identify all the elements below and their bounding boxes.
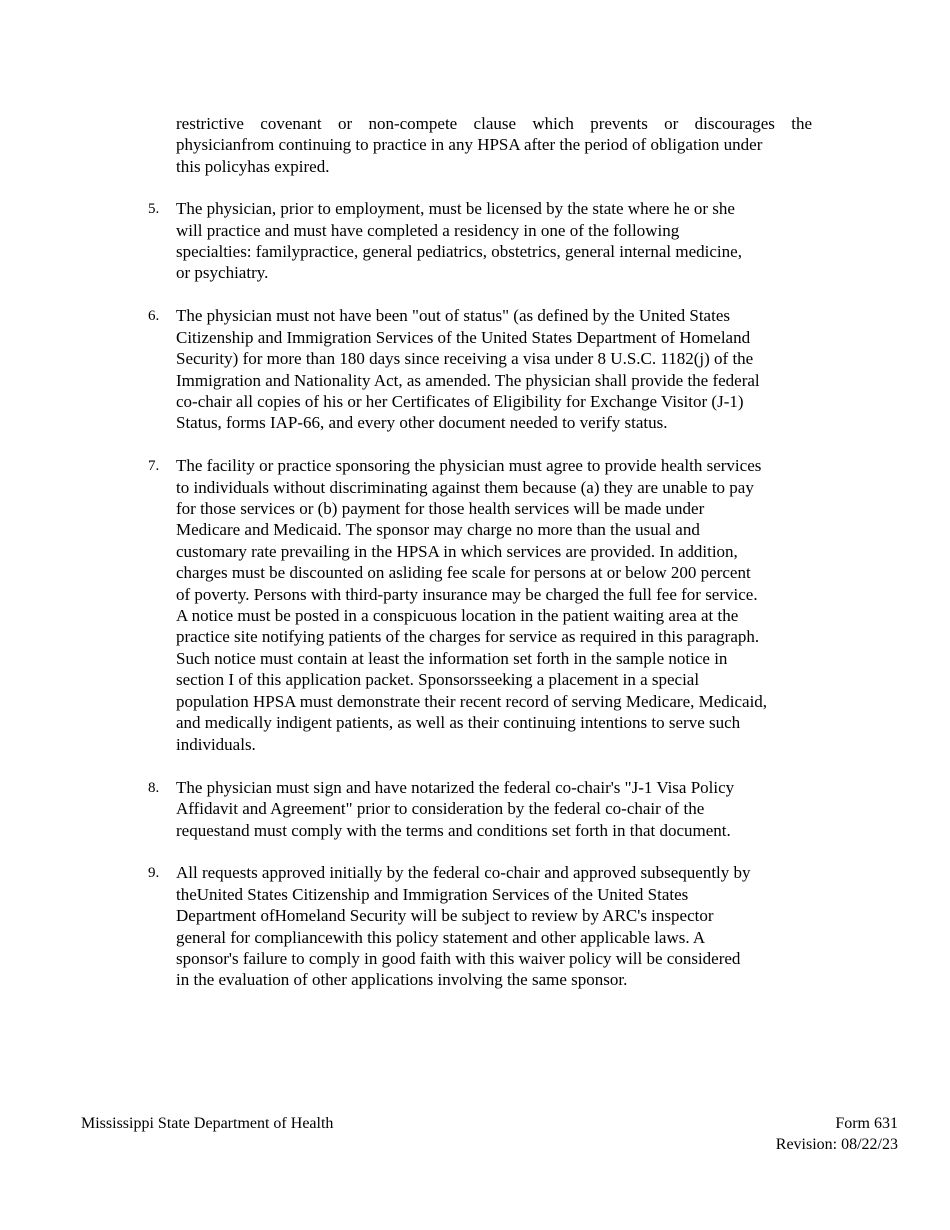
paragraph-line: customary rate prevailing in the HPSA in which services are provided. In addition,: [176, 542, 738, 561]
paragraph-line: co-chair all copies of his or her Certificates of Eligibility for Exchange Visitor (J-1): [176, 392, 744, 411]
paragraph-line: The facility or practice sponsoring the physician must agree to provide health services: [176, 456, 762, 475]
paragraph-line: population HPSA must demonstrate their recent record of serving Medicare, Medicaid,: [176, 692, 768, 711]
paragraph-line: Immigration and Nationality Act, as amended. The physician shall provide the federal: [176, 371, 760, 390]
footer-revision: Revision: 08/22/23: [775, 1136, 898, 1153]
paragraph-line: Affidavit and Agreement" prior to consideration by the federal co-chair of the: [176, 799, 705, 818]
list-item-number: 5.: [148, 201, 160, 217]
list-item-number: 6.: [148, 308, 160, 324]
paragraph-line: The physician must not have been "out of status" (as defined by the United States: [176, 306, 730, 325]
paragraph-line: specialties: familypractice, general pediatrics, obstetrics, general internal medicine,: [176, 242, 742, 261]
paragraph-line: to individuals without discriminating against them because (a) they are unable to pay: [176, 478, 754, 497]
paragraph-line: theUnited States Citizenship and Immigration Services of the United States: [176, 885, 689, 904]
paragraph-line: sponsor's failure to comply in good faith with this waiver policy will be considered: [176, 949, 741, 968]
paragraph-line: practice site notifying patients of the charges for service as required in this paragraph.: [176, 627, 760, 646]
list-item-number: 9.: [148, 865, 160, 881]
footer-organization: Mississippi State Department of Health: [81, 1115, 334, 1132]
paragraph-line: and medically indigent patients, as well as their continuing intentions to serve such: [176, 713, 741, 732]
paragraph-line: of poverty. Persons with third-party insurance may be charged the full fee for service.: [176, 585, 758, 604]
paragraph-line: Department ofHomeland Security will be subject to review by ARC's inspector: [176, 906, 714, 925]
paragraph-line: in the evaluation of other applications involving the same sponsor.: [176, 970, 628, 989]
paragraph-line: Such notice must contain at least the information set forth in the sample notice in: [176, 649, 728, 668]
paragraph-line: or psychiatry.: [176, 263, 269, 282]
paragraph-line: this policyhas expired.: [176, 157, 330, 176]
paragraph-line: requestand must comply with the terms and conditions set forth in that document.: [176, 821, 731, 840]
paragraph-line: The physician must sign and have notarized the federal co-chair's "J-1 Visa Policy: [176, 778, 735, 797]
paragraph-line: The physician, prior to employment, must be licensed by the state where he or she: [176, 199, 735, 218]
list-item-number: 7.: [148, 458, 160, 474]
list-item-number: 8.: [148, 780, 160, 796]
paragraph-line: restrictive covenant or non-compete clause which prevents or discourages the: [176, 114, 812, 133]
paragraph-line: for those services or (b) payment for those health services will be made under: [176, 499, 705, 518]
paragraph-line: general for compliancewith this policy statement and other applicable laws. A: [176, 928, 706, 947]
paragraph-line: section I of this application packet. Sponsorsseeking a placement in a special: [176, 670, 700, 689]
paragraph-line: Medicare and Medicaid. The sponsor may charge no more than the usual and: [176, 520, 700, 539]
footer-form-number: Form 631: [835, 1115, 898, 1132]
paragraph-line: charges must be discounted on asliding fee scale for persons at or below 200 percent: [176, 563, 751, 582]
paragraph-line: A notice must be posted in a conspicuous location in the patient waiting area at the: [176, 606, 739, 625]
paragraph-line: Security) for more than 180 days since receiving a visa under 8 U.S.C. 1182(j) of the: [176, 349, 754, 368]
paragraph-line: individuals.: [176, 735, 256, 754]
paragraph-line: will practice and must have completed a residency in one of the following: [176, 221, 680, 240]
paragraph-line: Citizenship and Immigration Services of the United States Department of Homeland: [176, 328, 751, 347]
paragraph-line: physicianfrom continuing to practice in any HPSA after the period of obligation under: [176, 135, 763, 154]
paragraph-line: Status, forms IAP-66, and every other document needed to verify status.: [176, 413, 668, 432]
paragraph-line: All requests approved initially by the federal co-chair and approved subsequently by: [176, 863, 751, 882]
